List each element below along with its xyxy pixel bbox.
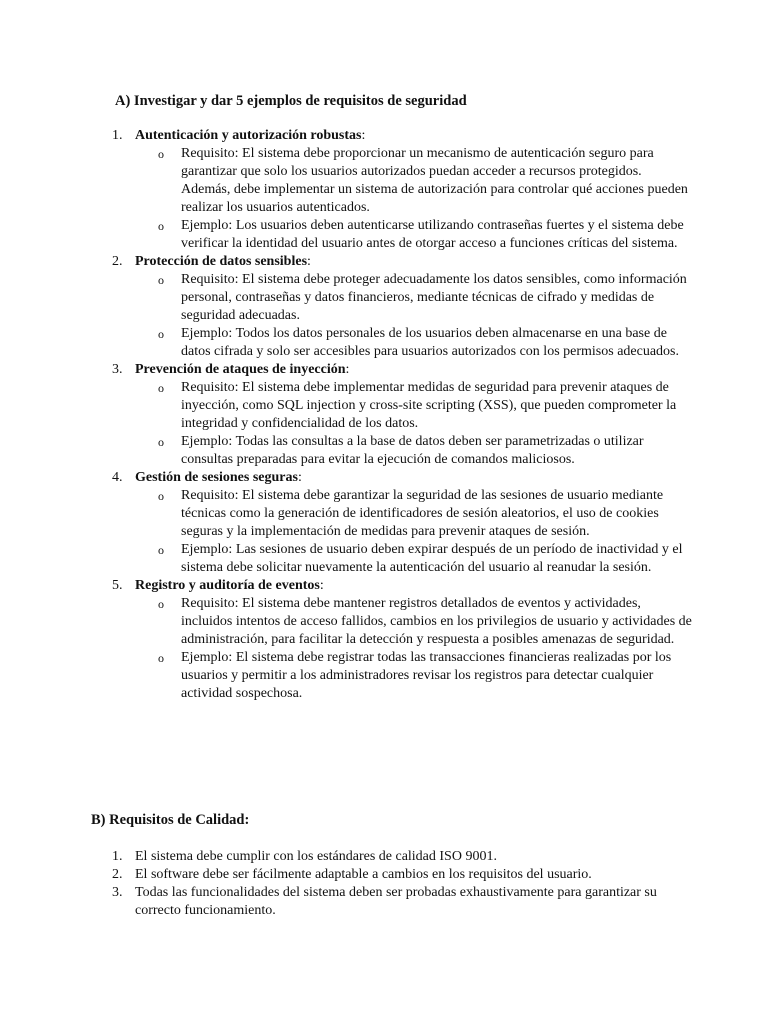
list-item bbox=[112, 361, 692, 469]
item-title-suffix: : bbox=[307, 254, 311, 269]
sub-list-item bbox=[135, 145, 692, 217]
item-title: Autenticación y autorización robustas bbox=[135, 128, 362, 143]
item-number: 5. bbox=[112, 578, 123, 593]
sub-item-text: Ejemplo: Todos los datos personales de los usuarios deben almacenarse en una base de datos cifrada y solo ser accesibles para usuarios autorizados con los permisos adecuados. bbox=[181, 326, 680, 359]
bullet-icon: o bbox=[158, 381, 164, 395]
sub-list-item bbox=[135, 325, 692, 361]
sub-list bbox=[135, 595, 692, 703]
sub-list-item bbox=[135, 379, 692, 433]
item-title-suffix: : bbox=[361, 128, 366, 143]
list-item bbox=[112, 884, 692, 920]
sub-item-text: Ejemplo: Los usuarios deben autenticarse utilizando contraseñas fuertes y el sistema debe verificar la identidad del usuario antes de otorgar acceso a funciones críticas del sistema. bbox=[181, 218, 684, 251]
item-number: 1. bbox=[112, 849, 123, 864]
item-text: Todas las funcionalidades del sistema deben ser probadas exhaustivamente para garantizar su correcto funcionamiento. bbox=[135, 885, 657, 918]
list-item bbox=[112, 866, 692, 884]
bullet-icon: o bbox=[158, 489, 164, 503]
security-requirements-list bbox=[112, 127, 692, 703]
section-a-heading: A) Investigar y dar 5 ejemplos de requisitos de seguridad bbox=[115, 93, 467, 109]
item-title-suffix: : bbox=[319, 578, 324, 593]
bullet-icon: o bbox=[158, 219, 164, 233]
item-title-line bbox=[135, 577, 692, 595]
sub-list-item bbox=[135, 433, 692, 469]
list-item bbox=[112, 127, 692, 253]
bullet-icon: o bbox=[158, 543, 164, 557]
item-text: El sistema debe cumplir con los estándares de calidad ISO 9001. bbox=[135, 849, 497, 864]
sub-list bbox=[135, 487, 692, 577]
sub-item-text: Ejemplo: Todas las consultas a la base de datos deben ser parametrizadas o utilizar consultas preparadas para evitar la ejecución de comandos maliciosos. bbox=[181, 434, 644, 467]
sub-item-text: Requisito: El sistema debe proporcionar un mecanismo de autenticación seguro para garantizar que solo los usuarios autorizados puedan acceder a recursos protegidos. Además, debe implementar un sistema de autorización para controlar qué acciones pueden realizar los usuarios autenticados. bbox=[181, 146, 688, 215]
item-title-suffix: : bbox=[345, 362, 350, 377]
bullet-icon: o bbox=[158, 435, 164, 449]
item-number: 4. bbox=[112, 470, 123, 485]
sub-item-text: Requisito: El sistema debe proteger adecuadamente los datos sensibles, como información personal, contraseñas y datos financieros, mediante técnicas de cifrado y medidas de seguridad adecuadas. bbox=[181, 272, 687, 323]
list-item bbox=[112, 469, 692, 577]
quality-requirements-list bbox=[112, 848, 692, 920]
item-title: Gestión de sesiones seguras bbox=[135, 470, 298, 485]
item-title-line bbox=[135, 253, 692, 271]
item-title: Protección de datos sensibles bbox=[135, 254, 308, 269]
list-item bbox=[112, 848, 692, 866]
sub-list-item bbox=[135, 271, 692, 325]
bullet-icon: o bbox=[158, 273, 164, 287]
sub-list-item bbox=[135, 595, 692, 649]
item-number: 3. bbox=[112, 885, 123, 900]
section-b-heading: B) Requisitos de Calidad: bbox=[91, 812, 250, 828]
item-title-line bbox=[135, 361, 692, 379]
item-number: 1. bbox=[112, 128, 123, 143]
sub-list bbox=[135, 271, 692, 361]
item-title: Registro y auditoría de eventos bbox=[135, 578, 320, 593]
bullet-icon: o bbox=[158, 651, 164, 665]
sub-list-item bbox=[135, 541, 692, 577]
item-title-line bbox=[135, 469, 692, 487]
sub-item-text: Requisito: El sistema debe mantener registros detallados de eventos y actividades, incluidos intentos de acceso fallidos, cambios en los privilegios de usuario y actividades de administración, para facilitar la detección y respuesta a posibles amenazas de seguridad. bbox=[181, 596, 692, 647]
sub-list-item bbox=[135, 649, 692, 703]
bullet-icon: o bbox=[158, 147, 164, 161]
sub-item-text: Ejemplo: Las sesiones de usuario deben expirar después de un período de inactividad y el sistema debe solicitar nuevamente la autenticación del usuario al reanudar la sesión. bbox=[181, 542, 683, 575]
item-title-line bbox=[135, 127, 692, 145]
item-title-suffix: : bbox=[297, 470, 302, 485]
sub-list bbox=[135, 379, 692, 469]
item-number: 3. bbox=[112, 362, 123, 377]
item-number: 2. bbox=[112, 867, 123, 882]
bullet-icon: o bbox=[158, 327, 164, 341]
item-text: El software debe ser fácilmente adaptable a cambios en los requisitos del usuario. bbox=[135, 867, 592, 882]
list-item bbox=[112, 253, 692, 361]
sub-list-item bbox=[135, 487, 692, 541]
sub-item-text: Requisito: El sistema debe garantizar la seguridad de las sesiones de usuario mediante técnicas como la generación de identificadores de sesión aleatorios, el uso de cookies seguras y la implementación de medidas para prevenir ataques de sesión. bbox=[181, 488, 664, 539]
sub-list-item bbox=[135, 217, 692, 253]
sub-item-text: Ejemplo: El sistema debe registrar todas las transacciones financieras realizadas por los usuarios y permitir a los administradores revisar los registros para detectar cualquier actividad sospechosa. bbox=[181, 650, 672, 701]
bullet-icon: o bbox=[158, 597, 164, 611]
sub-item-text: Requisito: El sistema debe implementar medidas de seguridad para prevenir ataques de inyección, como SQL injection y cross-site scripting (XSS), que pueden comprometer la integridad y confidencialidad de los datos. bbox=[181, 380, 677, 431]
item-title: Prevención de ataques de inyección bbox=[135, 362, 346, 377]
list-item bbox=[112, 577, 692, 703]
item-number: 2. bbox=[112, 254, 123, 269]
sub-list bbox=[135, 145, 692, 253]
